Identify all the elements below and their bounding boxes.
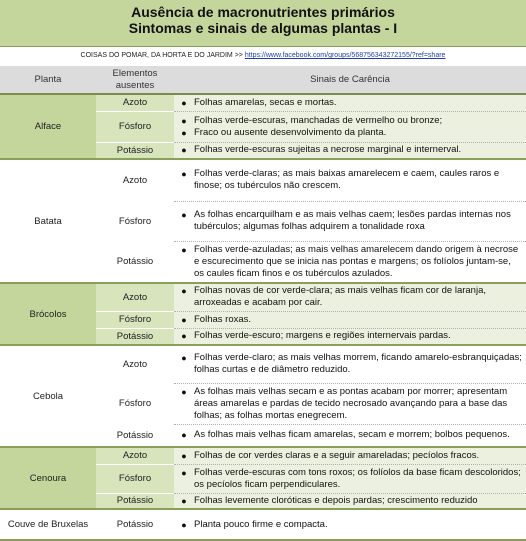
signs-cell xyxy=(174,283,526,311)
sign-item xyxy=(174,97,522,109)
table-row xyxy=(0,345,526,383)
signs-cell xyxy=(174,328,526,345)
sign-item xyxy=(174,352,522,376)
table-row xyxy=(0,509,526,540)
bullet-icon: ● xyxy=(181,519,187,530)
sign-item xyxy=(174,314,522,326)
element-cell: Fósforo xyxy=(96,111,174,142)
sign-item xyxy=(174,450,522,462)
sign-text: As folhas encarquilham e as mais velhas caem; lesões pardas internas nos tubérculos; algumas folhas adquirem a tonalidade roxa xyxy=(194,209,511,232)
element-cell: Potássio xyxy=(96,509,174,540)
signs-cell xyxy=(174,201,526,241)
bullet-icon: ● xyxy=(181,115,187,126)
bullet-icon: ● xyxy=(181,97,187,108)
element-cell: Azoto xyxy=(96,283,174,311)
bullet-icon: ● xyxy=(181,244,187,255)
plant-cell: Batata xyxy=(0,159,96,283)
bullet-icon: ● xyxy=(181,353,187,364)
sign-item xyxy=(174,127,522,139)
column-header-element: Elementos ausentes xyxy=(96,66,174,94)
signs-cell xyxy=(174,447,526,464)
sign-text: Folhas verde-claras; as mais baixas amarelecem e caem, caules raros e finose; os tubérculos não crescem. xyxy=(194,168,500,192)
sign-text: Folhas levemente cloróticas e depois pardas; crescimento reduzido xyxy=(194,494,478,506)
sign-item xyxy=(174,115,522,127)
title-line-1: Ausência de macronutrientes primários xyxy=(131,4,395,20)
sign-item xyxy=(174,519,522,531)
signs-cell xyxy=(174,509,526,540)
sign-item xyxy=(174,495,522,507)
source-line xyxy=(0,47,526,65)
table-row xyxy=(0,447,526,464)
signs-cell xyxy=(174,345,526,383)
plant-cell: Cebola xyxy=(0,345,96,447)
bullet-icon: ● xyxy=(181,495,187,506)
bullet-icon: ● xyxy=(181,127,187,138)
sign-item xyxy=(174,429,522,441)
bullet-icon: ● xyxy=(181,169,187,180)
column-header-signs: Sinais de Carência xyxy=(174,66,526,94)
sign-text: Folhas amarelas, secas e mortas. xyxy=(194,96,337,108)
sign-text: Folhas verde-escuras sujeitas a necrose marginal e internerval. xyxy=(194,144,462,156)
sign-item xyxy=(174,144,522,156)
element-cell: Potássio xyxy=(96,241,174,283)
sign-item xyxy=(174,330,522,342)
sign-text: Folhas verde-azuladas; as mais velhas amarelecem dando origem à necrose e escurecimento que se inicia nas pontas e margens; os folíolos juntam-se, os caules ficam finos e os tubérculos azulados. xyxy=(194,243,519,279)
signs-cell xyxy=(174,424,526,447)
plant-cell: Cenoura xyxy=(0,447,96,509)
sign-item xyxy=(174,285,522,309)
sign-text: Folhas de cor verdes claras e a seguir amareladas; pecíolos fracos. xyxy=(194,449,480,461)
table-body xyxy=(0,94,526,540)
table-row xyxy=(0,283,526,311)
sign-item xyxy=(174,467,522,491)
bullet-icon: ● xyxy=(181,467,187,478)
sign-text: As folhas mais velhas ficam amarelas, secam e morrem; bolbos pequenos. xyxy=(194,429,510,441)
bullet-icon: ● xyxy=(181,314,187,325)
deficiency-table xyxy=(0,66,526,541)
sign-text: Folhas verde-escuras com tons roxos; os folíolos da base ficam descoloridos; os pecíolos ficam perpendiculares. xyxy=(194,466,521,490)
sign-text: Folhas novas de cor verde-clara; as mais velhas ficam cor de laranja, arroxeadas e acabam por cair. xyxy=(194,285,486,309)
signs-cell xyxy=(174,493,526,509)
element-cell: Potássio xyxy=(96,493,174,509)
table-row xyxy=(0,94,526,111)
title-line-2: Sintomas e sinais de algumas plantas - I xyxy=(128,20,398,36)
element-cell: Fósforo xyxy=(96,311,174,328)
document-title xyxy=(0,0,526,47)
plant-cell: Alface xyxy=(0,94,96,159)
sign-text: Fraco ou ausente desenvolvimento da planta. xyxy=(194,126,387,138)
signs-cell xyxy=(174,111,526,142)
element-cell: Azoto xyxy=(96,447,174,464)
plant-cell: Couve de Bruxelas xyxy=(0,509,96,540)
sign-item xyxy=(174,168,522,192)
plant-cell: Brócolos xyxy=(0,283,96,345)
source-link[interactable]: https://www.facebook.com/groups/568756343272155/?ref=share xyxy=(244,52,446,59)
source-text: COISAS DO POMAR, DA HORTA E DO JARDIM >> xyxy=(80,52,245,59)
element-cell: Potássio xyxy=(96,328,174,345)
signs-cell xyxy=(174,159,526,201)
element-cell: Potássio xyxy=(96,142,174,159)
element-cell: Azoto xyxy=(96,345,174,383)
table-header-row xyxy=(0,66,526,94)
bullet-icon: ● xyxy=(181,450,187,461)
bullet-icon: ● xyxy=(181,386,187,397)
sign-text: Folhas verde-escuro; margens e regiões internervais pardas. xyxy=(194,330,451,342)
signs-cell xyxy=(174,311,526,328)
bullet-icon: ● xyxy=(181,331,187,342)
sign-item xyxy=(174,386,522,422)
element-cell: Azoto xyxy=(96,94,174,111)
element-cell: Potássio xyxy=(96,424,174,447)
sign-item xyxy=(174,209,522,233)
sign-text: Folhas verde-claro; as mais velhas morrem, ficando amarelo-esbranquiçadas; folhas curtas e de diâmetro reduzido. xyxy=(194,352,522,376)
signs-cell xyxy=(174,464,526,493)
column-header-plant: Planta xyxy=(0,66,96,94)
signs-cell xyxy=(174,241,526,283)
sign-text: Folhas verde-escuras, manchadas de vermelho ou bronze; xyxy=(194,114,443,126)
bullet-icon: ● xyxy=(181,286,187,297)
element-cell: Azoto xyxy=(96,159,174,201)
signs-cell xyxy=(174,142,526,159)
table-row xyxy=(0,159,526,201)
sign-text: Folhas roxas. xyxy=(194,313,252,325)
element-cell: Fósforo xyxy=(96,201,174,241)
bullet-icon: ● xyxy=(181,145,187,156)
bullet-icon: ● xyxy=(181,210,187,220)
element-cell: Fósforo xyxy=(96,464,174,493)
sign-text: As folhas mais velhas secam e as pontas acabam por morrer; apresentam áreas amarelas e pardas de tecido necrosado avançando para a base das folhas; as folhas mortas enegrecem. xyxy=(194,385,508,421)
element-cell: Fósforo xyxy=(96,383,174,424)
signs-cell xyxy=(174,383,526,424)
bullet-icon: ● xyxy=(181,430,187,441)
sign-text: Planta pouco firme e compacta. xyxy=(194,518,328,530)
sign-item xyxy=(174,244,522,280)
signs-cell xyxy=(174,94,526,111)
